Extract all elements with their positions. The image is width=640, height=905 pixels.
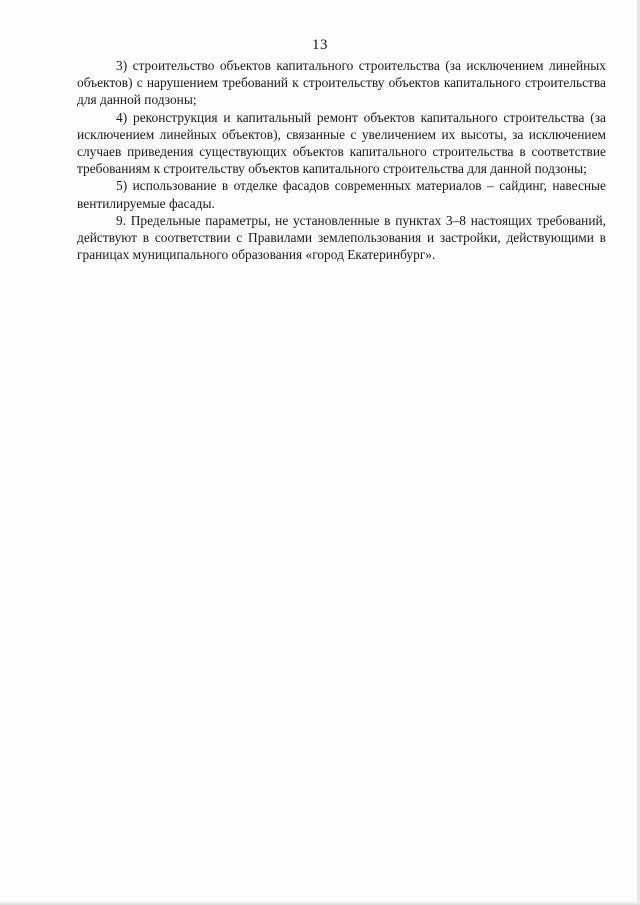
page-number: 13	[312, 37, 328, 53]
paragraph-item-5: 5) использование в отделке фасадов современных материалов – сайдинг, навесные вентилируемые фасады.	[77, 178, 606, 211]
document-body	[77, 57, 606, 263]
paragraph-item-3: 3) строительство объектов капитального строительства (за исключением линейных объектов) с нарушением требований к строительству объектов капитального строительства для данной подзоны;	[77, 58, 606, 108]
paragraph-item-4: 4) реконструкция и капитальный ремонт объектов капитального строительства (за исключением линейных объектов), связанные с увеличением их высоты, за исключением случаев приведения существующих объектов капитального строительства в соответствие требованиям к строительству объектов капитального строительства для данной подзоны;	[77, 109, 606, 177]
paragraph-section-9: 9. Предельные параметры, не установленные в пунктах 3–8 настоящих требований, действуют в соответствии с Правилами землепользования и застройки, действующими в границах муниципального образования «город Екатеринбург».	[77, 212, 606, 263]
